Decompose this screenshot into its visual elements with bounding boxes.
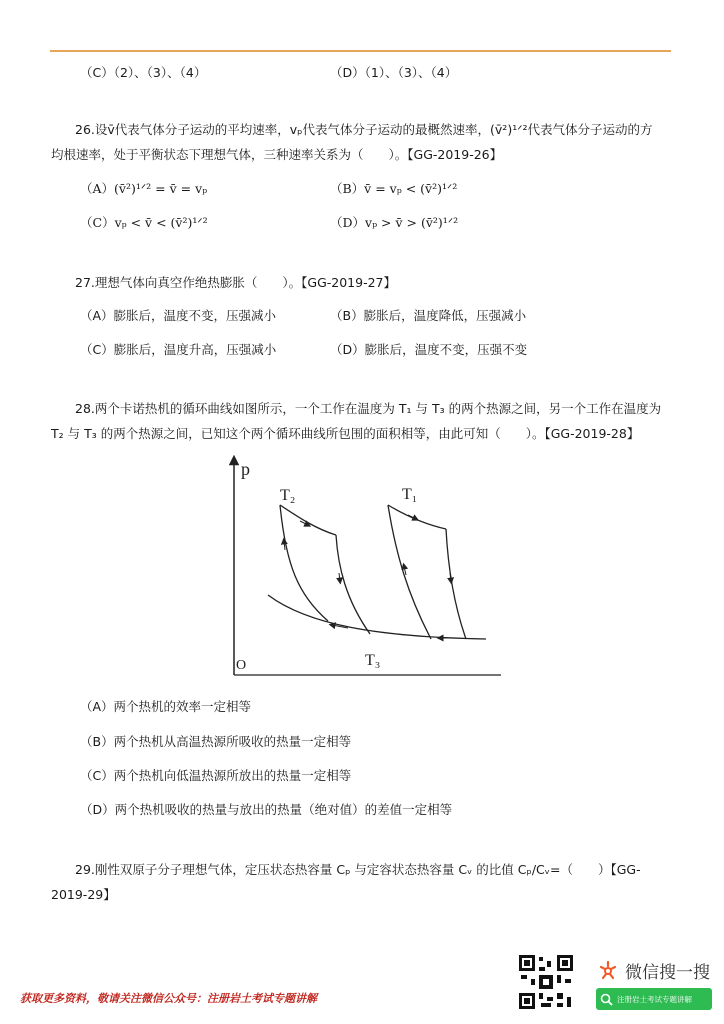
q29-stem-line1: 29.刚性双原子分子理想气体，定压状态热容量 Cₚ 与定容状态热容量 Cᵥ 的比值 Cₚ/Cᵥ=（ ）【GG- bbox=[75, 862, 641, 877]
q28-option-a: （A）两个热机的效率一定相等 bbox=[80, 699, 252, 714]
wechat-search-label: 微信搜一搜 bbox=[625, 963, 710, 983]
q26-option-a: （A）(v̄²)¹ᐟ² = v̄ = vₚ bbox=[80, 181, 208, 196]
isotherm-t1 bbox=[388, 505, 446, 529]
label-t3: T₃ bbox=[365, 652, 381, 669]
wechat-search-text: 注册岩土考试专题讲解 bbox=[617, 994, 692, 1004]
q26-option-c: （C）vₚ < v̄ < (v̄²)¹ᐟ² bbox=[80, 215, 208, 230]
isotherm-t2 bbox=[280, 505, 336, 535]
wechat-search-logo bbox=[597, 958, 710, 983]
q27-option-c: （C）膨胀后，温度升高，压强减小 bbox=[80, 342, 277, 357]
wechat-search-box[interactable] bbox=[596, 988, 712, 1010]
q26-stem-line1: 26.设v̄代表气体分子运动的平均速率，vₚ代表气体分子运动的最概然速率，(v̄²)¹ᐟ²代表气体分子运动的方 bbox=[75, 122, 653, 137]
q27-stem: 27.理想气体向真空作绝热膨胀（ ）。【GG-2019-27】 bbox=[75, 275, 396, 290]
q28-option-b: （B）两个热机从高温热源所吸收的热量一定相等 bbox=[80, 734, 352, 749]
q28-stem-line2: T₂ 与 T₃ 的两个热源之间，已知这个两个循环曲线所包围的面积相等，由此可知（ ）。【GG-2019-28】 bbox=[51, 426, 640, 441]
header-rule bbox=[50, 50, 671, 52]
adiabat-t1-right bbox=[446, 529, 466, 639]
prev-option-d: （D）（1）、（3）、（4） bbox=[330, 65, 458, 80]
q28-stem-line1: 28.两个卡诺热机的循环曲线如图所示，一个工作在温度为 T₁ 与 T₃ 的两个热源之间，另一个工作在温度为 bbox=[75, 401, 662, 416]
adiabat-t2-right bbox=[336, 535, 370, 634]
q29-stem-line2: 2019-29】 bbox=[51, 887, 116, 902]
q27-option-b: （B）膨胀后，温度降低，压强减小 bbox=[330, 308, 527, 323]
adiabat-t2-left bbox=[280, 505, 328, 621]
qr-code-icon bbox=[517, 953, 575, 1011]
qr-code[interactable] bbox=[517, 953, 575, 1011]
q26-option-b: （B）v̄ = vₚ < (v̄²)¹ᐟ² bbox=[330, 181, 458, 196]
q26-stem-line2: 均根速率，处于平衡状态下理想气体，三种速率关系为（ ）。【GG-2019-26】 bbox=[51, 147, 503, 162]
q27-option-a: （A）膨胀后，温度不变，压强减小 bbox=[80, 308, 277, 323]
label-t2: T₂ bbox=[280, 487, 296, 504]
label-t1: T₁ bbox=[402, 486, 418, 503]
q28-option-c: （C）两个热机向低温热源所放出的热量一定相等 bbox=[80, 768, 352, 783]
arrow-t2-right bbox=[339, 573, 340, 581]
wechat-search-icon bbox=[597, 960, 619, 982]
footer-promo: 获取更多资料，敬请关注微信公众号：注册岩土考试专题讲解 bbox=[20, 992, 317, 1005]
prev-option-c: （C）（2）、（3）、（4） bbox=[80, 65, 207, 80]
adiabat-t1-left bbox=[388, 505, 431, 639]
origin-label: O bbox=[236, 658, 247, 673]
q27-option-d: （D）膨胀后，温度不变，压强不变 bbox=[330, 342, 528, 357]
axis-label-p: p bbox=[241, 459, 250, 479]
pv-diagram-svg bbox=[228, 455, 503, 680]
isotherm-t3 bbox=[268, 595, 486, 639]
search-icon bbox=[600, 993, 613, 1006]
q28-option-d: （D）两个热机吸收的热量与放出的热量（绝对值）的差值一定相等 bbox=[80, 802, 453, 817]
carnot-pv-diagram bbox=[228, 455, 503, 680]
q26-option-d: （D）vₚ > v̄ > (v̄²)¹ᐟ² bbox=[330, 215, 459, 230]
